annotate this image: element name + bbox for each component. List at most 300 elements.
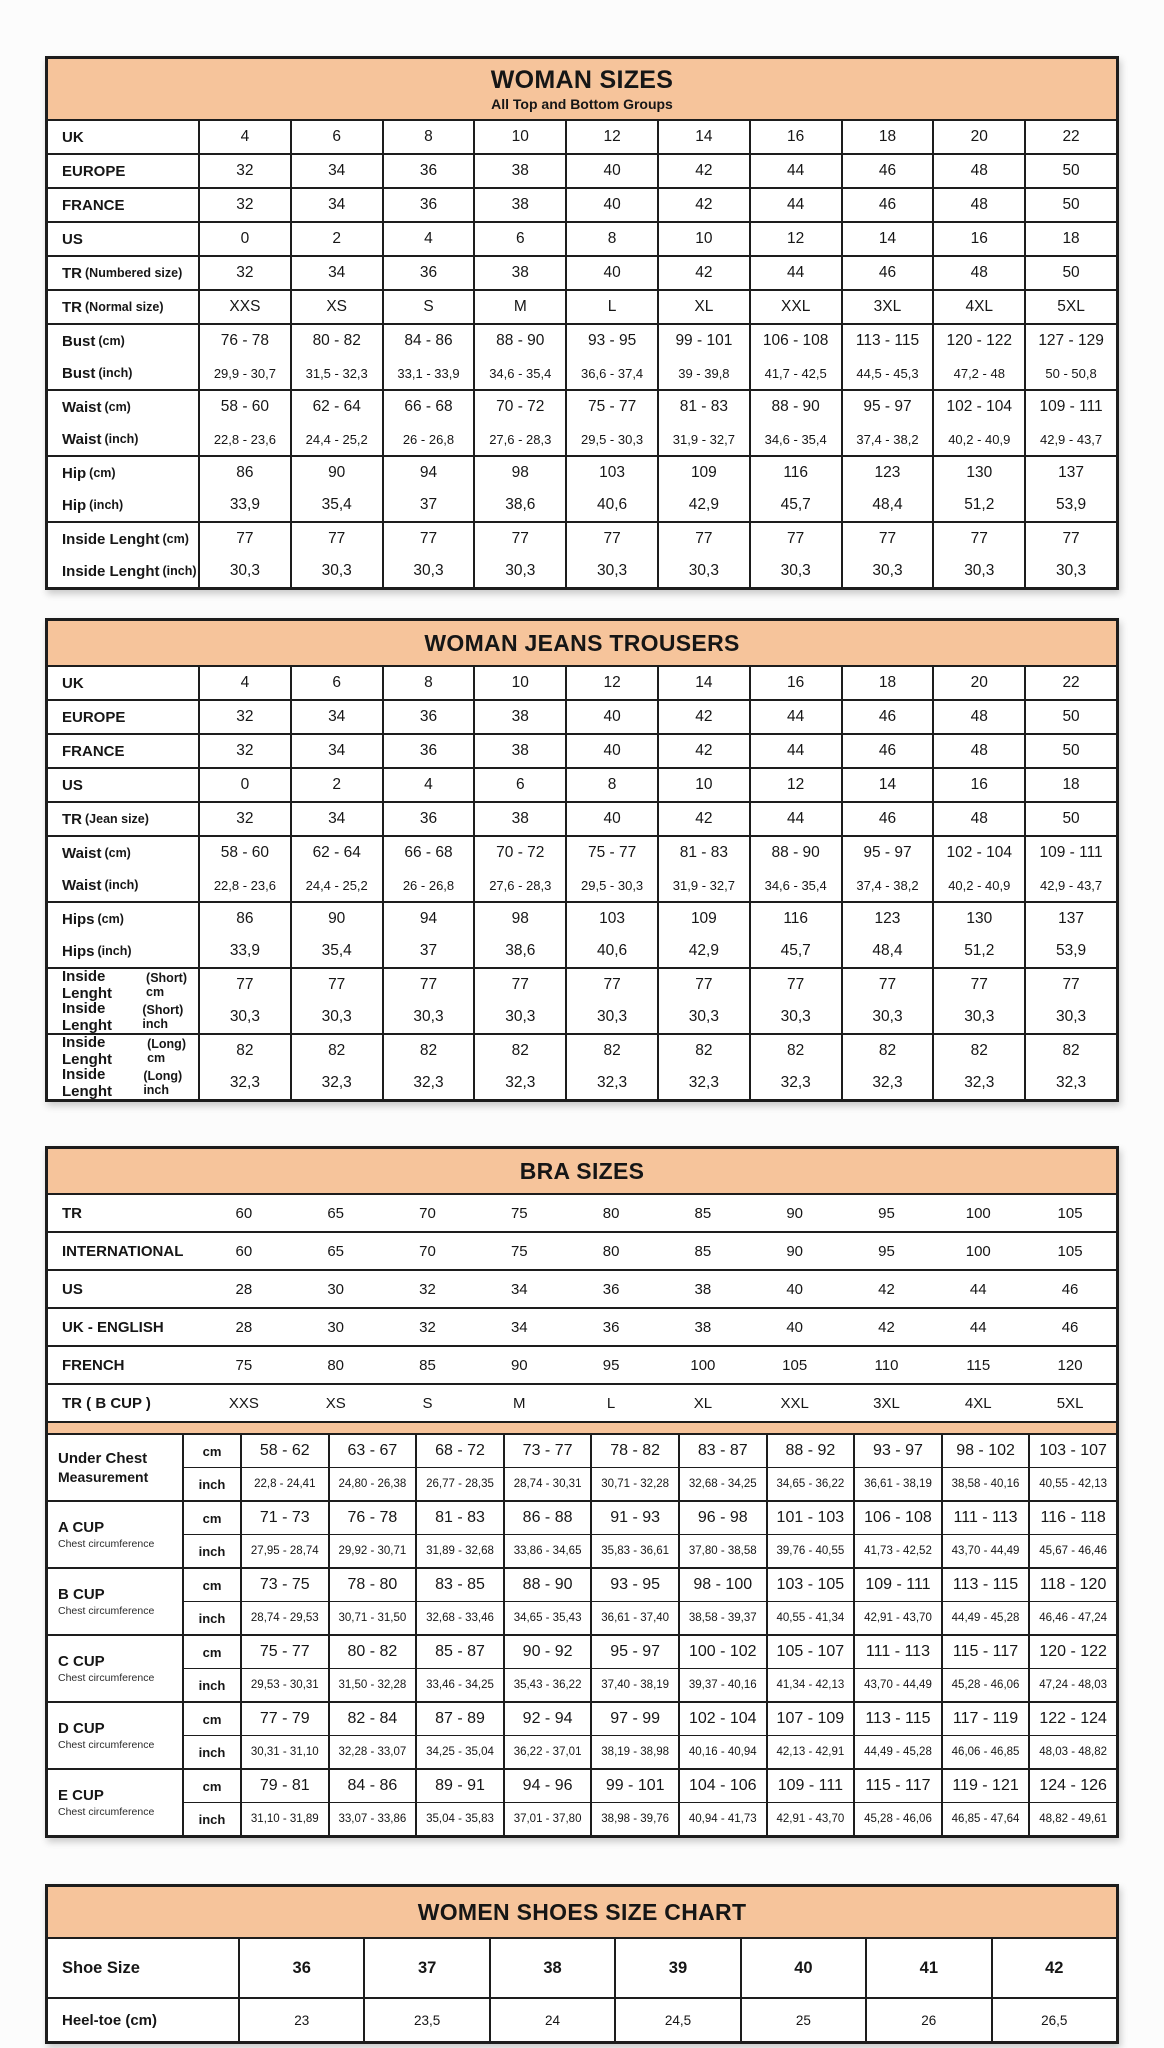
cell-value: 44,5 - 45,3 [856,365,919,381]
cell-value: 137 [1058,910,1084,927]
cell-value: 30,3 [321,562,352,579]
value-cell [941,1803,1029,1835]
row-label: Waist (cm) [62,398,131,416]
cell-value: 46 [878,742,897,759]
value-cell [382,257,474,289]
cell-value: 36 [419,810,438,827]
cell-value: 95 - 97 [610,1643,661,1660]
value-cell [238,1999,363,2041]
cell-value: 0 [240,230,250,247]
value-cell [657,1385,749,1421]
cell-value: 77 [878,976,897,993]
cell-value: 30,3 [505,1008,536,1025]
cell-value: 38 [511,264,529,281]
cell-value: 47,24 - 48,03 [1039,1679,1108,1691]
table-row [48,121,1116,153]
value-cell [657,837,749,901]
cup-title: D CUP [58,1720,105,1738]
value-cell [473,523,565,587]
cell-value: 44 [787,264,805,281]
cup-title: C CUP [58,1653,105,1671]
cup-group [48,1567,1116,1634]
cell-value: 40,55 - 42,13 [1039,1478,1108,1490]
value-cell [932,121,1024,153]
value-cell [749,735,841,767]
value-cell [565,1233,657,1269]
cell-value: 37,01 - 37,80 [513,1813,582,1825]
cell-value: 88 - 90 [771,844,820,861]
cell-value: 65 [327,1242,345,1260]
value-cell [932,903,1024,967]
value-cell [932,803,1024,835]
value-cell [590,1435,678,1467]
cell-value: 40,6 [597,942,628,959]
cell-value: 42,13 - 42,91 [776,1746,845,1758]
cell-value: 36,61 - 38,19 [864,1478,932,1490]
row-label: Bust (cm) [62,332,125,350]
cell-value: XS [326,298,348,315]
value-cell [657,1271,749,1307]
value-cell [1028,1602,1116,1634]
value-cell [290,701,382,733]
cup-row [184,1802,1116,1835]
cell-value: 77 [970,976,988,993]
cell-value: 6 [332,128,341,145]
cell-value: 8 [607,776,617,793]
cell-value: 51,2 [964,496,995,513]
cell-value: 30,3 [964,1008,995,1025]
cell-value: 46 [878,264,897,281]
cell-value: 43,70 - 44,49 [951,1545,1020,1557]
cell-value: 34,25 - 35,04 [426,1746,494,1758]
cell-value: 53,9 [1055,942,1087,959]
table-row [48,1345,1116,1383]
value-cell [473,223,565,255]
table-row [48,289,1116,323]
value-cell [657,1195,749,1231]
cell-value: 115 [966,1356,991,1374]
cell-value: 30,31 - 31,10 [250,1746,319,1758]
cell-value: 22,8 - 23,6 [213,877,276,893]
cell-value: 33,9 [229,942,260,959]
cell-value: 32 [236,810,254,827]
cell-value: 30,3 [1055,562,1087,579]
cell-value: 16 [787,128,805,145]
cell-value: 29,5 - 30,3 [581,431,644,447]
cell-value: 22,8 - 23,6 [213,431,276,447]
row-label-cell [48,1233,198,1269]
cell-value: 82 [511,1042,529,1059]
value-cell [841,903,933,967]
row-label-cell [48,291,198,323]
value-cell [473,769,565,801]
value-cell [1024,155,1116,187]
cell-value: 38,6 [505,496,536,513]
cell-value: 82 [695,1042,713,1059]
value-cell [382,325,474,389]
women-shoes-header [48,1887,1116,1939]
cell-value: 30,3 [780,562,811,579]
value-cell [473,189,565,221]
cell-value: 77 [419,530,438,547]
cell-value: 77 [236,976,254,993]
value-cell [290,121,382,153]
cell-value: 77 [695,976,713,993]
row-label-cell [48,523,198,587]
value-cell [503,1736,591,1768]
row-label-cell [48,257,198,289]
value-cell [290,155,382,187]
cell-value: 77 [236,530,254,547]
value-cell [198,1195,290,1231]
value-cell [941,1569,1029,1601]
cell-value: 124 - 126 [1039,1777,1107,1794]
cell-value: 42,9 [688,496,719,513]
bra-table-separator-strip [48,1421,1116,1435]
cell-value: 94 [419,464,438,481]
cell-value: 31,50 - 32,28 [338,1679,407,1691]
cell-value: 90 [786,1204,804,1222]
unit-label-cell: cm [202,1778,222,1794]
cell-value: 85 [694,1242,712,1260]
cell-value: 93 - 95 [587,332,637,349]
value-cell [382,291,474,323]
unit-label-cell: inch [198,1543,226,1559]
value-cell [473,837,565,901]
table-row [48,1383,1116,1421]
cell-value: 58 - 60 [220,398,270,415]
value-cell [841,1035,933,1099]
cell-value: 123 [874,464,901,481]
unit-label-cell: inch [198,1811,226,1827]
value-cell [473,803,565,835]
value-cell [382,391,474,455]
value-cell [932,257,1024,289]
value-cell [657,1309,749,1345]
cell-value: 28,74 - 29,53 [250,1612,319,1624]
value-cell [240,1535,328,1567]
row-label-cell [48,1347,198,1383]
cup-row [184,1770,1116,1802]
cell-value: 39,76 - 40,55 [776,1545,845,1557]
value-cell [590,1669,678,1701]
row-label-cell [48,155,198,187]
cell-value: 42,91 - 43,70 [864,1612,932,1624]
value-cell [290,1271,382,1307]
cell-value: 82 [419,1042,438,1059]
value-cell [678,1636,766,1668]
value-cell [614,1999,739,2041]
value-cell [328,1502,416,1534]
value-cell [932,837,1024,901]
value-cell [328,1669,416,1701]
value-cell [503,1602,591,1634]
value-cell [678,1569,766,1601]
cell-value: 34 [328,742,346,759]
value-cell [198,391,290,455]
cell-value: 109 - 111 [777,1777,843,1794]
table-row [48,801,1116,835]
cell-value: 30,3 [964,562,995,579]
value-cell [565,1271,657,1307]
cell-value: 18 [878,128,897,145]
value-cell [565,391,657,455]
unit-label-cell: inch [198,1610,226,1626]
cell-value: XXS [229,298,261,315]
value-cell [198,189,290,221]
value-cell [1024,523,1116,587]
cell-value: 77 [511,976,529,993]
cell-value: 18 [1062,776,1080,793]
cell-value: 81 - 83 [679,844,729,861]
cell-value: 111 - 113 [953,1509,1018,1526]
value-cell [1028,1636,1116,1668]
value-cell [473,735,565,767]
cell-value: 53,9 [1055,496,1087,513]
cell-value: 42 [695,742,713,759]
row-label: EUROPE [62,162,126,180]
cell-value: 26 [921,2012,937,2028]
value-cell [473,391,565,455]
value-cell [749,769,841,801]
cell-value: 46 [878,708,897,725]
cell-value: 40,2 - 40,9 [948,431,1011,447]
cell-value: 95 - 97 [863,844,912,861]
cup-label-cell [48,1636,182,1701]
value-cell [932,189,1024,221]
cell-value: 37 [419,942,438,959]
value-cell [841,837,933,901]
row-label: FRANCE [62,196,125,214]
value-cell [841,155,933,187]
cell-value: 70 - 72 [496,398,545,415]
row-label: Inside Lenght (Short) cm [62,968,188,1002]
value-cell [240,1602,328,1634]
table-row [48,1033,1116,1099]
cell-value: 47,2 - 48 [953,365,1005,381]
cell-value: 97 - 99 [610,1710,661,1727]
row-label: EUROPE [62,708,126,726]
value-cell [590,1770,678,1802]
cell-value: 36 [602,1280,620,1298]
value-cell [749,457,841,521]
cell-value: 105 [782,1356,808,1374]
value-cell [382,1035,474,1099]
cell-value: 90 [786,1242,804,1260]
cell-value: 34 [328,196,346,213]
cell-value: 42 [878,1280,895,1298]
cell-value: 42 [695,162,713,179]
value-cell [590,1703,678,1735]
cell-value: 68 - 72 [435,1442,485,1459]
value-cell [290,223,382,255]
cell-value: 35,83 - 36,61 [601,1545,670,1557]
cell-value: 63 - 67 [347,1442,398,1459]
value-cell [415,1468,503,1500]
cell-value: 60 [235,1204,253,1222]
cell-value: 75 [510,1242,528,1260]
cell-value: 31,5 - 32,3 [305,365,368,381]
cell-value: 87 - 89 [435,1710,485,1727]
women-shoes-title: WOMEN SHOES SIZE CHART [417,1898,747,1925]
value-cell [363,1999,488,2041]
cell-value: 66 - 68 [404,844,453,861]
value-cell [198,257,290,289]
cell-value: 30,3 [505,562,536,579]
cup-group [48,1701,1116,1768]
table-row [48,455,1116,521]
cell-value: 22,8 - 24,41 [254,1478,316,1490]
cell-value: 46 [1061,1280,1079,1298]
value-cell [841,1271,933,1307]
value-cell [198,291,290,323]
cell-value: 16 [970,230,988,247]
cell-value: 32,3 [872,1074,903,1091]
cell-value: 40 [603,162,621,179]
cell-value: 85 [694,1204,712,1222]
value-cell [565,1347,657,1383]
cell-value: 85 [419,1356,436,1374]
value-cell [749,803,841,835]
cell-value: 26,77 - 28,35 [426,1478,494,1490]
cell-value: 58 - 62 [259,1442,310,1459]
cell-value: 32,68 - 33,46 [426,1612,494,1624]
cell-value: 30 [327,1280,345,1298]
bra-sizes-header [48,1149,1116,1195]
cell-value: 77 [603,976,621,993]
table-row [48,1269,1116,1307]
cell-value: 38 [511,162,529,179]
cell-value: 35,4 [321,496,352,513]
cell-value: 33,46 - 34,25 [426,1679,494,1691]
value-cell [932,1035,1024,1099]
value-cell [565,121,657,153]
cell-value: 4 [240,128,250,145]
cell-value: 38,58 - 39,37 [688,1612,757,1624]
value-cell [1028,1468,1116,1500]
cell-value: 32,28 - 33,07 [338,1746,407,1758]
value-cell [932,1271,1024,1307]
value-cell [415,1770,503,1802]
cell-value: 34,6 - 35,4 [764,431,827,447]
cup-subtitle: Chest circumference [58,1671,155,1684]
cell-value: 77 [1062,976,1080,993]
cell-value: 3XL [873,298,902,315]
cell-value: 14 [878,230,897,247]
cell-value: 102 - 104 [688,1710,757,1727]
value-cell [932,735,1024,767]
cell-value: 113 - 115 [855,332,920,349]
cell-value: 95 [878,1204,895,1222]
value-cell [740,1939,865,1997]
cell-value: 73 - 75 [259,1576,310,1593]
cell-value: 66 - 68 [404,398,453,415]
value-cell [841,457,933,521]
woman-jeans-table [45,618,1119,1102]
row-label-cell [48,457,198,521]
cell-value: 25 [795,2012,811,2028]
cell-value: 33,07 - 33,86 [338,1813,407,1825]
cup-title: B CUP [58,1586,105,1604]
value-cell [590,1803,678,1835]
value-cell [290,803,382,835]
value-cell [473,325,565,389]
value-cell [198,1271,290,1307]
cell-value: 82 [970,1042,988,1059]
cell-value: 34 [510,1318,528,1336]
value-cell [382,223,474,255]
cell-value: 82 [328,1042,346,1059]
cell-value: 50 [1062,810,1080,827]
value-cell [503,1535,591,1567]
cell-value: 32,3 [688,1074,719,1091]
value-cell [473,1347,565,1383]
cell-value: 34,6 - 35,4 [489,365,552,381]
value-cell [415,1803,503,1835]
cell-value: 83 - 85 [435,1576,485,1593]
value-cell [382,1271,474,1307]
table-row [48,733,1116,767]
value-cell [766,1535,854,1567]
row-label-cell [48,189,198,221]
cell-value: 34 [328,810,346,827]
cell-value: 27,95 - 28,74 [250,1545,319,1557]
value-cell [657,523,749,587]
value-cell [941,1602,1029,1634]
cell-value: 45,7 [780,942,811,959]
woman-sizes-header [48,59,1116,121]
cell-value: 73 - 77 [522,1442,573,1459]
cell-value: XXL [780,1394,809,1412]
value-cell [932,1233,1024,1269]
cell-value: 38 [511,742,529,759]
value-cell [853,1669,941,1701]
cell-value: 84 - 86 [347,1777,398,1794]
cup-title: A CUP [58,1519,105,1537]
cell-value: 103 - 105 [776,1576,845,1593]
value-cell [198,325,290,389]
value-cell [1028,1669,1116,1701]
cell-value: 85 - 87 [435,1643,485,1660]
row-label: Hip (cm) [62,464,116,482]
row-label: Hips (inch) [62,942,132,960]
cell-value: 77 [695,530,713,547]
cell-value: 10 [511,674,529,691]
cell-value: 26 - 26,8 [402,877,455,893]
cell-value: 42,9 [688,942,719,959]
cell-value: 37 [419,496,438,513]
cell-value: 89 - 91 [435,1777,485,1794]
cell-value: 36 [292,1958,311,1977]
value-cell [198,837,290,901]
cell-value: 109 - 111 [1039,844,1103,861]
cell-value: 30,3 [780,1008,811,1025]
value-cell [1024,391,1116,455]
cell-value: 32,3 [780,1074,811,1091]
cell-value: 32,68 - 34,25 [688,1478,757,1490]
row-label-cell [48,837,198,901]
cell-value: 12 [603,674,621,691]
unit-label-cell: cm [202,1711,222,1727]
value-cell [657,667,749,699]
cell-value: 77 [511,530,529,547]
cell-value: 14 [878,776,897,793]
value-cell [415,1669,503,1701]
cell-value: 42 [695,708,713,725]
cell-value: 90 [328,910,346,927]
cell-value: 46,85 - 47,64 [951,1813,1020,1825]
cell-value: 30,3 [688,562,719,579]
